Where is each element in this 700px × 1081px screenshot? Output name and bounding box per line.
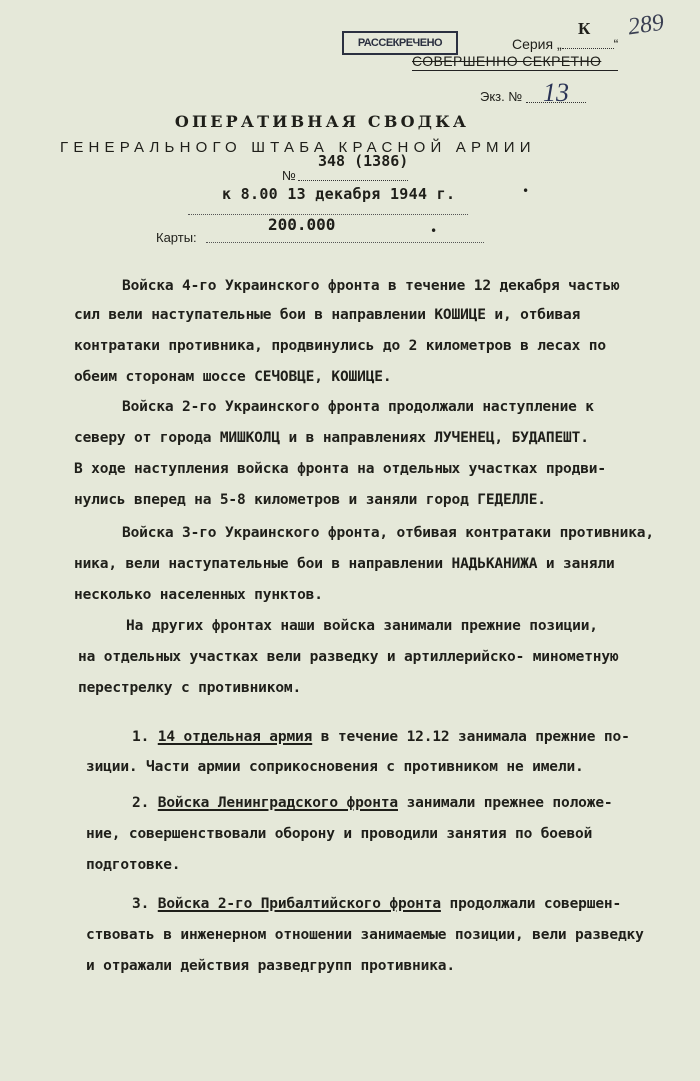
item-number: 1. <box>132 729 150 745</box>
number-label: № <box>282 168 296 183</box>
handwritten-page-number: 289 <box>626 9 666 41</box>
body-line: нулись вперед на 5-8 километров и заняли город ГЕДЕЛЛЕ. <box>74 492 546 508</box>
item-text: в течение 12.12 занимала прежние по- <box>312 729 630 745</box>
body-line: сил вели наступательные бои в направлении КОШИЦЕ и, отбивая <box>74 307 581 323</box>
body-line: зиции. Части армии соприкосновения с противником не имели. <box>86 759 584 775</box>
unit-name: Войска Ленинградского фронта <box>157 795 398 811</box>
series-label: Серия „ <box>512 36 562 52</box>
unit-name: 14 отдельная армия <box>157 729 313 745</box>
secrecy-classification: СОВЕРШЕННО СЕКРЕТНО <box>412 53 602 69</box>
document-title: ОПЕРАТИВНАЯ СВОДКА <box>174 112 470 131</box>
maps-label: Карты: <box>156 230 197 245</box>
copy-number-field <box>480 78 586 107</box>
body-line: На других фронтах наши войска занимали прежние позиции, <box>126 618 598 634</box>
body-line: контратаки противника, продвинулись до 2 километров в лесах по <box>74 338 606 354</box>
item-text: занимали прежнее положе- <box>398 795 613 811</box>
series-blank <box>562 38 614 49</box>
body-line: ние, совершенствовали оборону и проводили занятия по боевой <box>86 826 593 842</box>
body-line: ствовать в инженерном отношении занимаемые позиции, вели разведку <box>86 927 644 943</box>
document-subtitle: ГЕНЕРАЛЬНОГО ШТАБА КРАСНОЙ АРМИИ <box>60 139 536 156</box>
declassified-stamp: РАССЕКРЕЧЕНО <box>342 31 458 55</box>
body-line: Войска 2-го Украинского фронта продолжали наступление к <box>122 399 594 415</box>
maps-scale: 200.000 <box>268 215 336 234</box>
numbered-item-1 <box>132 729 630 745</box>
item-number: 2. <box>132 795 150 811</box>
body-line: Войска 4-го Украинского фронта в течение 12 декабря частью <box>122 278 620 294</box>
report-number: 348 (1386) <box>318 152 409 170</box>
numbered-item-2 <box>132 795 613 811</box>
copy-number: 13 <box>526 84 586 103</box>
body-line: обеим сторонам шоссе СЕЧОВЦЕ, КОШИЦЕ. <box>74 369 392 385</box>
body-line: несколько населенных пунктов. <box>74 587 323 603</box>
series-close: “ <box>613 36 619 52</box>
maps-underline <box>206 242 484 243</box>
unit-name: Войска 2-го Прибалтийского фронта <box>157 896 441 912</box>
stray-mark: • <box>430 224 438 238</box>
stray-mark: • <box>522 184 530 198</box>
body-line: перестрелку с противником. <box>78 680 302 696</box>
body-line: подготовке. <box>86 857 181 873</box>
number-underline <box>298 180 408 181</box>
item-number: 3. <box>132 896 150 912</box>
body-line: ника, вели наступательные бои в направлении НАДЬКАНИЖА и заняли <box>74 556 615 572</box>
numbered-item-3 <box>132 896 621 912</box>
report-date: к 8.00 13 декабря 1944 г. <box>222 185 456 203</box>
copy-label: Экз. № <box>480 89 523 104</box>
series-field <box>512 36 618 52</box>
body-line: на отдельных участках вели разведку и артиллерийско- минометную <box>78 649 619 665</box>
corner-letter: К <box>578 19 591 38</box>
body-line: В ходе наступления войска фронта на отдельных участках продви- <box>74 461 606 477</box>
body-line: Войска 3-го Украинского фронта, отбивая контратаки противника, <box>122 525 654 541</box>
body-line: северу от города МИШКОЛЦ и в направлениях ЛУЧЕНЕЦ, БУДАПЕШТ. <box>74 430 589 446</box>
body-line: и отражали действия разведгрупп противника. <box>86 958 455 974</box>
secrecy-underline <box>412 70 618 71</box>
item-text: продолжали совершен- <box>440 896 622 912</box>
